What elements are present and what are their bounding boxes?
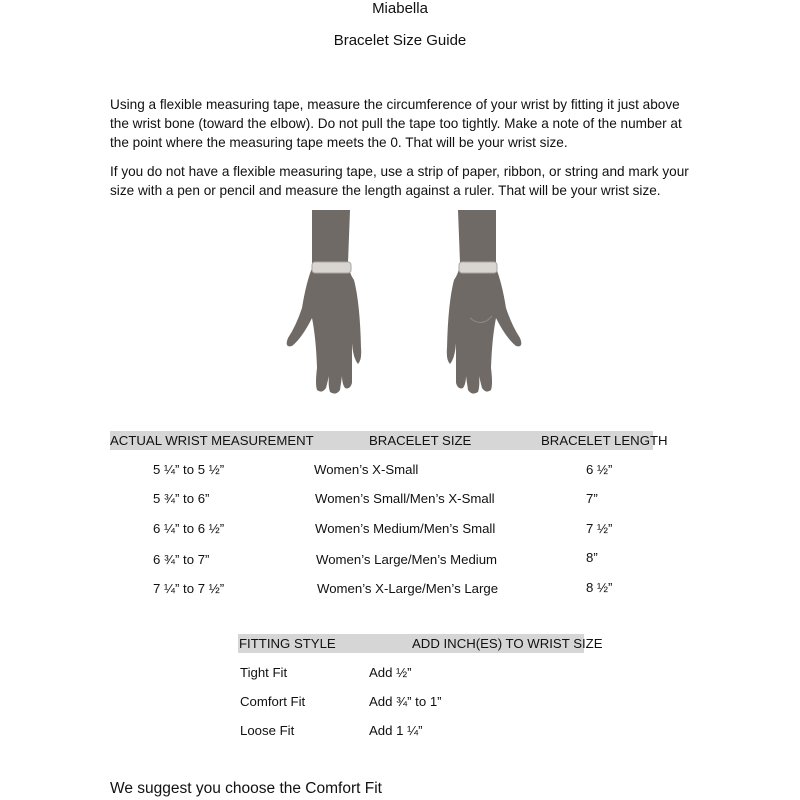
table-cell-size: Women’s X-Large/Men’s Large <box>317 581 499 596</box>
table-cell-wrist: 6 ¾” to 7” <box>153 552 210 567</box>
fit-suggestion: We suggest you choose the Comfort Fit <box>110 780 382 797</box>
page-title: Bracelet Size Guide <box>333 32 467 49</box>
instruction-paragraph-1: Using a flexible measuring tape, measure the circumference of your wrist by fitting it just above the wrist bone (toward the elbow). Do not pull the tape too tightly. Make a note of the number at the point where the measuring tape meets the 0. That will be your wrist size. <box>110 97 682 150</box>
fit-cell-add: Add ¾” to 1” <box>369 694 442 709</box>
size-header-wrist: ACTUAL WRIST MEASUREMENT <box>110 433 314 448</box>
right-hand-icon <box>447 210 522 394</box>
fit-cell-add: Add 1 ¼” <box>369 723 423 738</box>
fit-cell-style: Loose Fit <box>240 723 295 738</box>
fit-cell-style: Comfort Fit <box>240 694 306 709</box>
fit-cell-add: Add ½” <box>369 665 412 680</box>
table-cell-size: Women’s Large/Men’s Medium <box>316 552 498 567</box>
table-cell-size: Women’s Small/Men’s X-Small <box>315 491 495 506</box>
instruction-paragraph-2: If you do not have a flexible measuring tape, use a strip of paper, ribbon, or string and mark your size with a pen or pencil and measure the length against a ruler. That will be your wrist size. <box>110 164 689 198</box>
fit-cell-style: Tight Fit <box>240 665 288 680</box>
fit-header-style: FITTING STYLE <box>239 636 336 651</box>
table-cell-length: 6 ½” <box>586 462 613 477</box>
table-cell-length: 7” <box>586 491 598 506</box>
table-cell-wrist: 5 ¾” to 6” <box>153 491 210 506</box>
table-cell-size: Women’s Medium/Men’s Small <box>315 521 496 536</box>
table-cell-wrist: 7 ¼” to 7 ½” <box>153 581 225 596</box>
table-cell-length: 8 ½” <box>586 580 613 595</box>
table-cell-wrist: 6 ¼” to 6 ½” <box>153 521 225 536</box>
hands-illustration <box>270 208 540 398</box>
table-cell-length: 7 ½” <box>586 521 613 536</box>
size-header-size: BRACELET SIZE <box>369 433 472 448</box>
fit-header-add: ADD INCH(ES) TO WRIST SIZE <box>412 636 603 651</box>
table-cell-size: Women’s X-Small <box>314 462 419 477</box>
brand-name: Miabella <box>372 0 428 17</box>
left-hand-icon <box>287 210 362 394</box>
size-header-length: BRACELET LENGTH <box>541 433 668 448</box>
table-cell-length: 8” <box>586 550 598 565</box>
table-cell-wrist: 5 ¼” to 5 ½” <box>153 462 225 477</box>
